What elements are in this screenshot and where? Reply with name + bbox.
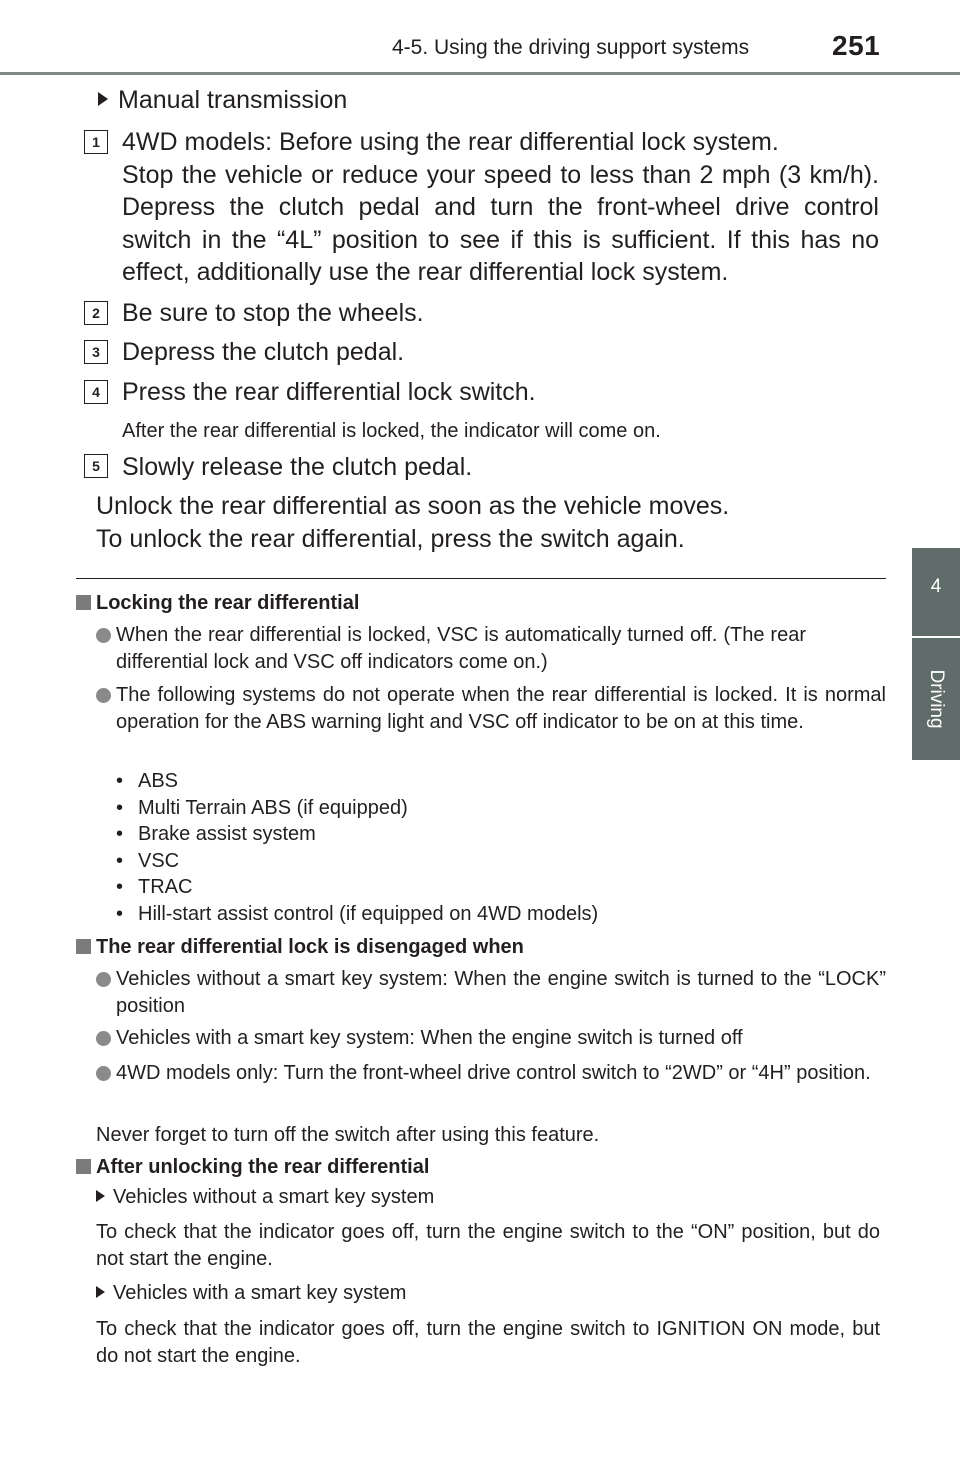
bullet-item: 4WD models only: Turn the front-wheel drive control switch to “2WD” or “4H” position.	[96, 1060, 886, 1087]
list-item: • Brake assist system	[116, 823, 316, 846]
step-2-text: Be sure to stop the wheels.	[122, 299, 424, 327]
circle-bullet-icon	[96, 1031, 111, 1046]
subheading-without-smart-key: Vehicles without a smart key system	[96, 1186, 434, 1209]
chapter-tab-label[interactable]	[912, 638, 960, 760]
step-number-1: 1	[84, 130, 108, 154]
manual-transmission-heading: Manual transmission	[98, 86, 347, 115]
without-smart-key-text: To check that the indicator goes off, turn the engine switch to the “ON” position, but do not start the engine.	[96, 1221, 880, 1270]
chapter-label: Driving	[926, 669, 947, 729]
circle-bullet-icon	[96, 1066, 111, 1081]
with-smart-key-text: To check that the indicator goes off, turn the engine switch to IGNITION ON mode, but do not start the engine.	[96, 1318, 880, 1367]
step-5-text: Slowly release the clutch pedal.	[122, 453, 473, 481]
circle-bullet-icon	[96, 628, 111, 643]
list-item: • TRAC	[116, 876, 193, 899]
bullet-item: Vehicles without a smart key system: When the engine switch is turned to the “LOCK” position	[96, 966, 886, 1020]
square-bullet-icon	[76, 1159, 91, 1174]
step-1-detail: Stop the vehicle or reduce your speed to less than 2 mph (3 km/h). Depress the clutch pedal and turn the front-wheel drive control switch in the “4L” position to see if this is sufficient. If this has no effect, additionally use the rear differential lock system.	[122, 160, 879, 286]
step-4-text: Press the rear differential lock switch.	[122, 378, 536, 406]
triangle-icon	[96, 1190, 105, 1202]
header-rule	[0, 72, 960, 75]
section-heading-after-unlocking: After unlocking the rear differential	[76, 1156, 429, 1179]
triangle-icon	[96, 1286, 105, 1298]
list-item: • Hill-start assist control (if equipped on 4WD models)	[116, 902, 599, 925]
circle-bullet-icon	[96, 972, 111, 987]
unavailable-systems-list	[116, 768, 598, 928]
list-item: • VSC	[116, 849, 180, 872]
list-item: • Multi Terrain ABS (if equipped)	[116, 796, 408, 819]
page-number: 251	[832, 30, 881, 61]
subheading-with-smart-key: Vehicles with a smart key system	[96, 1282, 406, 1305]
list-item: • ABS	[116, 770, 179, 792]
triangle-icon	[98, 92, 108, 106]
step-number-4: 4	[84, 380, 108, 404]
section-heading-locking: Locking the rear differential	[76, 592, 359, 615]
step-number-5: 5	[84, 454, 108, 478]
chapter-tab-number[interactable]	[912, 548, 960, 636]
bullet-item: The following systems do not operate when the rear differential is locked. It is normal operation for the ABS warning light and VSC off indicator to be on at this time.	[96, 682, 886, 736]
step-number-2: 2	[84, 301, 108, 325]
square-bullet-icon	[76, 939, 91, 954]
step-number-3: 3	[84, 340, 108, 364]
step-4-note: After the rear differential is locked, the indicator will come on.	[122, 420, 661, 442]
chapter-number: 4	[930, 576, 942, 597]
section-heading-disengaged: The rear differential lock is disengaged when	[76, 936, 524, 959]
section-title: 4-5. Using the driving support systems	[392, 36, 750, 59]
square-bullet-icon	[76, 595, 91, 610]
unlock-paragraph: Unlock the rear differential as soon as the vehicle moves. To unlock the rear differential, press the switch again.	[96, 492, 730, 553]
section-divider	[76, 578, 886, 579]
step-1-text: 4WD models: Before using the rear differential lock system.	[122, 128, 779, 156]
bullet-item: Vehicles with a smart key system: When the engine switch is turned off	[96, 1025, 886, 1052]
bullet-item: When the rear differential is locked, VSC is automatically turned off. (The rear differential lock and VSC off indicators come on.)	[96, 622, 886, 676]
step-3-text: Depress the clutch pedal.	[122, 338, 405, 366]
circle-bullet-icon	[96, 688, 111, 703]
disengaged-note: Never forget to turn off the switch after using this feature.	[96, 1124, 600, 1146]
